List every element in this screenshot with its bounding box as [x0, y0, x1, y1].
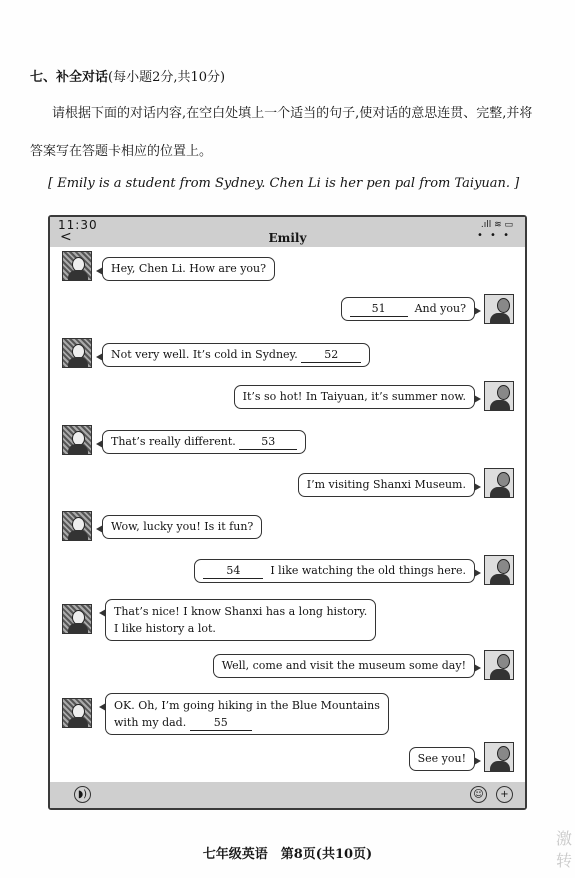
emily-avatar[interactable] — [62, 425, 92, 455]
input-bar — [50, 782, 525, 808]
message-bubble: 54 I like watching the old things here. — [194, 559, 475, 583]
chat-phone — [48, 215, 527, 810]
watermark: 激 转 — [556, 829, 573, 870]
message-bubble: That’s really different. 53 — [102, 430, 306, 454]
emily-avatar[interactable] — [62, 604, 92, 634]
answer-blank: 54 — [203, 564, 263, 579]
page-footer: 七年级英语 第8页(共10页) — [202, 847, 373, 862]
message-bubble: OK. Oh, I’m going hiking in the Blue Mountains with my dad. 55 — [105, 693, 389, 735]
message-bubble: Hey, Chen Li. How are you? — [102, 257, 275, 281]
chen-li-avatar[interactable] — [484, 650, 514, 680]
answer-blank: 52 — [301, 348, 361, 363]
answer-blank: 55 — [190, 716, 252, 731]
message-bubble: Not very well. It’s cold in Sydney. 52 — [102, 343, 370, 367]
voice-icon[interactable]: ◗) — [74, 786, 91, 803]
section-title: 七、补全对话(每小题2分,共10分) — [30, 70, 226, 85]
message-bubble: See you! — [409, 747, 475, 771]
message-bubble: 51 And you? — [341, 297, 475, 321]
contact-name: Emily — [268, 231, 307, 245]
emily-avatar[interactable] — [62, 698, 92, 728]
answer-blank: 51 — [350, 302, 408, 317]
message-bubble: Wow, lucky you! Is it fun? — [102, 515, 262, 539]
chen-li-avatar[interactable] — [484, 381, 514, 411]
chen-li-avatar[interactable] — [484, 555, 514, 585]
clock: 11:30 — [58, 218, 98, 232]
status-icons: .ıll ≋ ▭ — [480, 220, 513, 230]
context-note: [ Emily is a student from Sydney. Chen Li is her pen pal from Taiyuan. ] — [48, 176, 520, 191]
emily-avatar[interactable] — [62, 338, 92, 368]
chen-li-avatar[interactable] — [484, 742, 514, 772]
message-bubble: It’s so hot! In Taiyuan, it’s summer now. — [234, 385, 475, 409]
emoji-icon[interactable]: ☺ — [470, 786, 487, 803]
message-bubble: That’s nice! I know Shanxi has a long history. I like history a lot. — [105, 599, 376, 641]
status-bar — [50, 217, 525, 247]
message-bubble: I’m visiting Shanxi Museum. — [298, 473, 475, 497]
chen-li-avatar[interactable] — [484, 294, 514, 324]
plus-icon[interactable]: + — [496, 786, 513, 803]
instruction-line-1: 请根据下面的对话内容,在空白处填上一个适当的句子,使对话的意思连贯、完整,并将 — [52, 106, 533, 121]
emily-avatar[interactable] — [62, 251, 92, 281]
answer-blank: 53 — [239, 435, 297, 450]
chen-li-avatar[interactable] — [484, 468, 514, 498]
emily-avatar[interactable] — [62, 511, 92, 541]
back-icon[interactable]: < — [60, 229, 72, 245]
more-icon[interactable]: • • • — [476, 230, 511, 241]
message-bubble: Well, come and visit the museum some day! — [213, 654, 475, 678]
instruction-line-2: 答案写在答题卡相应的位置上。 — [30, 144, 213, 159]
